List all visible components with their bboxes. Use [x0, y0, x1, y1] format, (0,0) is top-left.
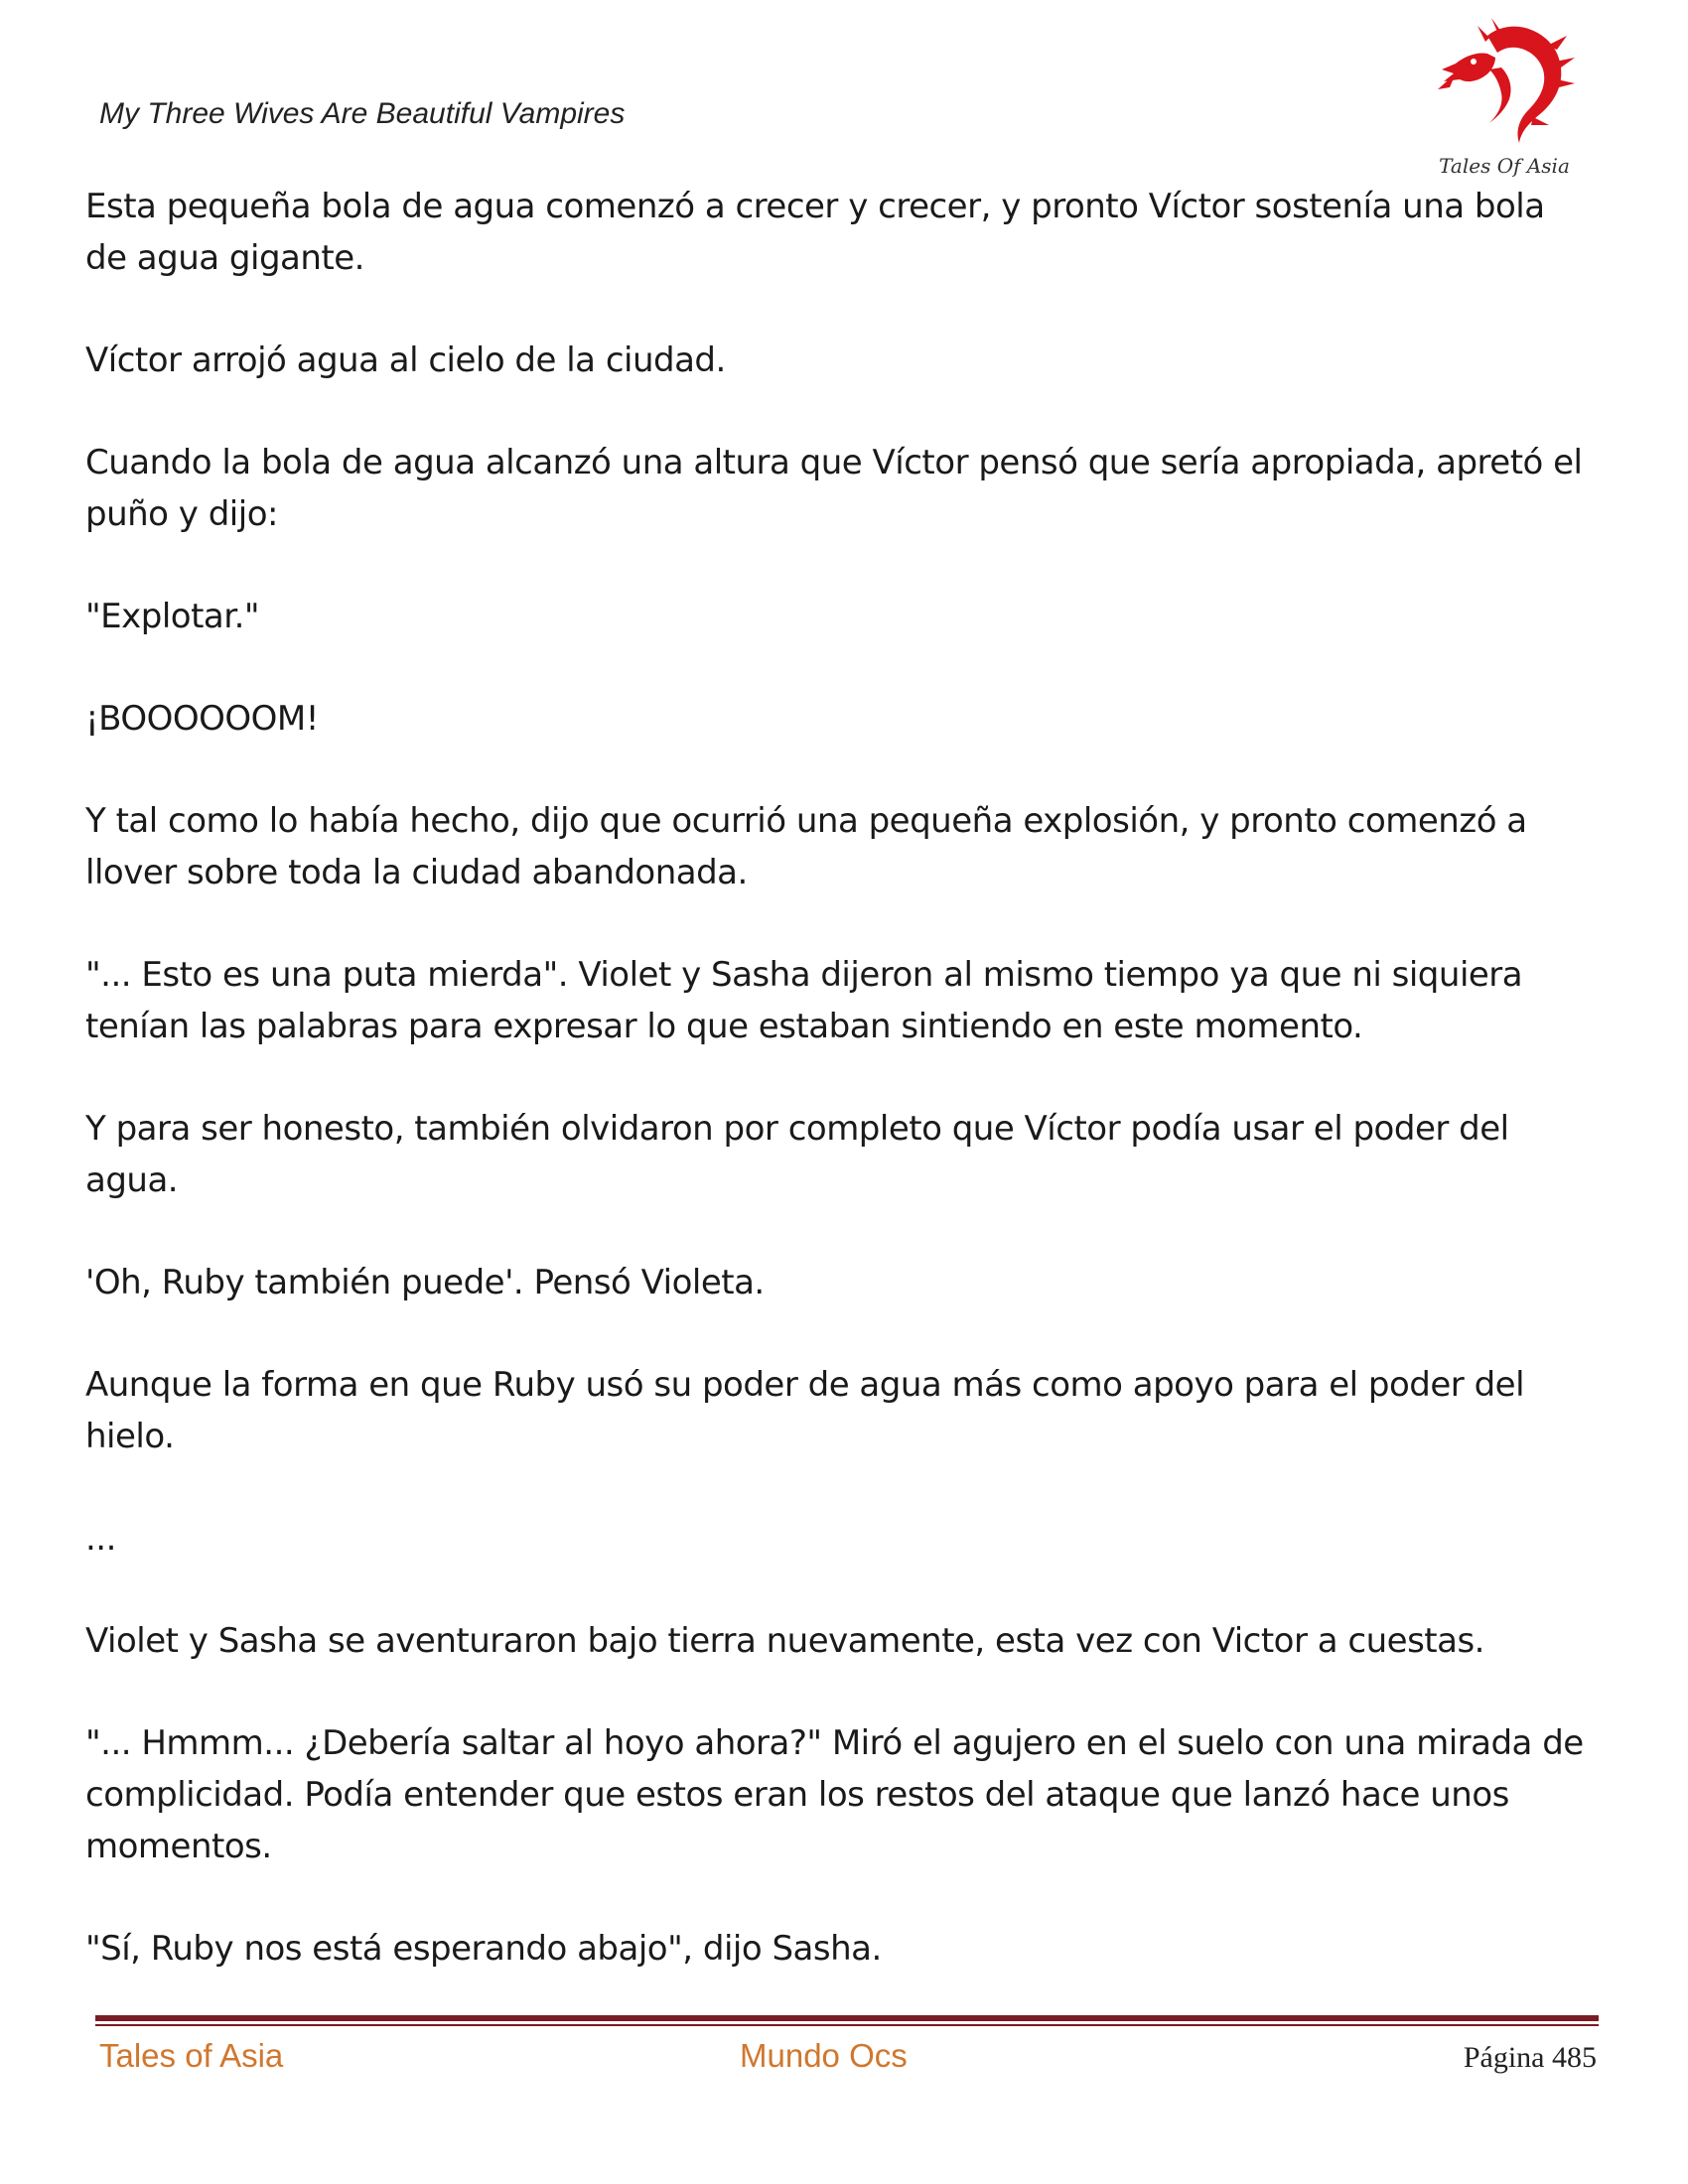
paragraph: Violet y Sasha se aventuraron bajo tierra nuevamente, esta vez con Victor a cuestas. — [85, 1621, 1484, 1661]
paragraph: "Explotar." — [85, 597, 260, 636]
footer-divider — [95, 2015, 1599, 2026]
paragraph: ¡BOOOOOOM! — [85, 699, 319, 739]
footer-site: Mundo Ocs — [740, 2037, 908, 2074]
paragraph: Cuando la bola de agua alcanzó una altura que Víctor pensó que sería apropiada, apretó el puño y dijo: — [85, 443, 1583, 534]
paragraph: 'Oh, Ruby también puede'. Pensó Violeta. — [85, 1263, 765, 1302]
paragraph: "... Esto es una puta mierda". Violet y Sasha dijeron al mismo tiempo ya que ni siquiera tenían las palabras para expresar lo que estaban sintiendo en este momento. — [85, 955, 1523, 1046]
page-body — [85, 181, 1595, 2025]
logo-text: Tales Of Asia — [1439, 154, 1570, 178]
paragraph: "Sí, Ruby nos está esperando abajo", dijo Sasha. — [85, 1929, 882, 1969]
paragraph: "... Hmmm... ¿Debería saltar al hoyo ahora?" Miró el agujero en el suelo con una mirada de complicidad. Podía entender que estos eran los restos del ataque que lanzó hace unos momentos. — [85, 1723, 1584, 1866]
tales-of-asia-logo — [1430, 18, 1579, 182]
paragraph: Y tal como lo había hecho, dijo que ocurrió una pequeña explosión, y pronto comenzó a llover sobre toda la ciudad abandonada. — [85, 801, 1527, 892]
paragraph: Aunque la forma en que Ruby usó su poder de agua más como apoyo para el poder del hielo. — [85, 1365, 1525, 1456]
paragraph: Esta pequeña bola de agua comenzó a crecer y crecer, y pronto Víctor sostenía una bola de agua gigante. — [85, 187, 1545, 278]
footer-publisher: Tales of Asia — [99, 2037, 284, 2074]
page-number: Página 485 — [1463, 2041, 1597, 2074]
paragraph: ... — [85, 1519, 116, 1559]
dragon-icon — [1430, 18, 1579, 157]
paragraph: Y para ser honesto, también olvidaron por completo que Víctor podía usar el poder del agua. — [85, 1109, 1509, 1200]
book-title: My Three Wives Are Beautiful Vampires — [99, 97, 626, 130]
paragraph: Víctor arrojó agua al cielo de la ciudad. — [85, 341, 726, 380]
